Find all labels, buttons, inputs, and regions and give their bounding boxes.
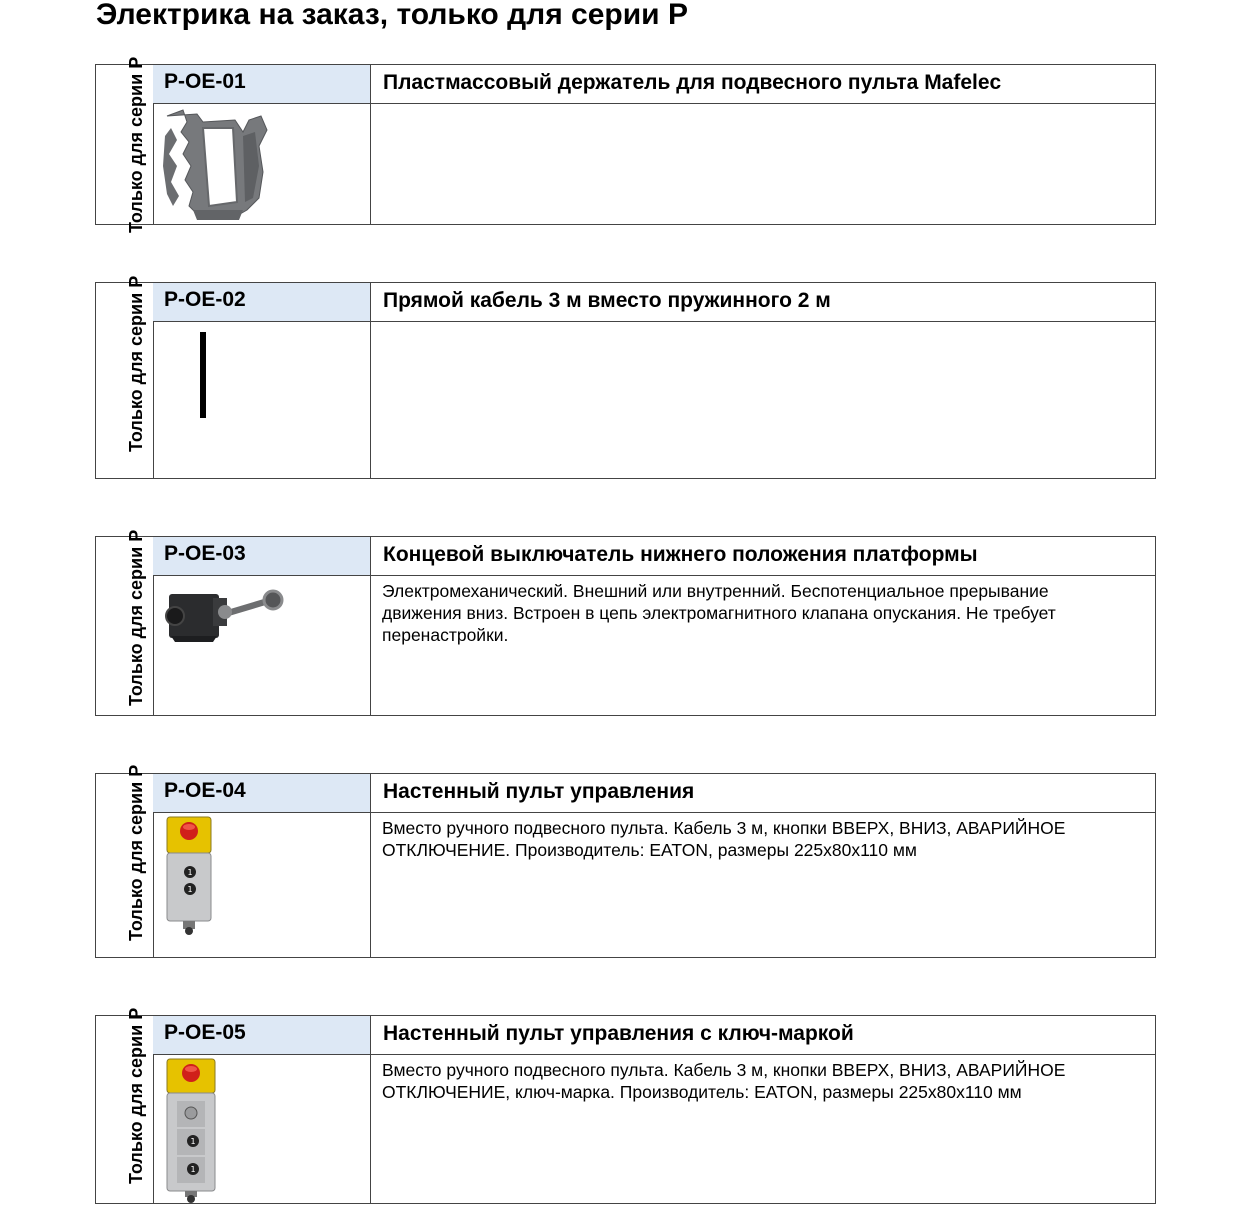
item-code: P-OE-03	[153, 537, 371, 576]
wall-control-panel-key-image	[165, 1057, 221, 1203]
item-image-cell	[153, 813, 371, 957]
side-label: Только для серии P	[126, 56, 146, 233]
limit-switch-image	[163, 580, 293, 650]
item-title: Настенный пульт управления с ключ-маркой	[371, 1016, 1155, 1055]
svg-text:1: 1	[187, 885, 193, 894]
side-label-cell	[96, 275, 154, 478]
item-description: Электромеханический. Внешний или внутренний. Беспотенциальное прерывание движения вниз. Встроен в цепь электромагнитного клапана опускания. Не требует перенастройки.	[382, 581, 1056, 645]
item-description: Вместо ручного подвесного пульта. Кабель 3 м, кнопки ВВЕРХ, ВНИЗ, АВАРИЙНОЕ ОТКЛЮЧЕНИЕ, ключ-марка. Производитель: EATON, размеры 225x80x110 мм	[382, 1060, 1066, 1102]
item-title: Пластмассовый держатель для подвесного пульта Mafelec	[371, 65, 1155, 104]
item-image-cell	[153, 576, 371, 715]
item-image-cell	[153, 104, 371, 224]
wall-control-panel-image	[165, 815, 215, 935]
side-label: Только для серии P	[126, 275, 146, 452]
plastic-holder-image	[163, 106, 273, 224]
option-table-p-oe-05	[95, 1007, 1156, 1204]
item-description	[371, 322, 1155, 478]
svg-text:1: 1	[187, 868, 193, 877]
item-image-cell	[153, 1055, 371, 1203]
side-label-cell	[96, 529, 154, 715]
svg-text:1: 1	[190, 1165, 196, 1174]
option-table-p-oe-04	[95, 764, 1156, 958]
page-title: Электрика на заказ, только для серии P	[96, 0, 688, 31]
item-image-cell	[153, 322, 371, 478]
side-label: Только для серии P	[126, 1007, 146, 1184]
item-code: P-OE-05	[153, 1016, 371, 1055]
option-table-p-oe-01	[95, 56, 1156, 233]
item-code: P-OE-02	[153, 283, 371, 322]
side-label: Только для серии P	[126, 529, 146, 706]
svg-text:1: 1	[190, 1137, 196, 1146]
item-title: Прямой кабель 3 м вместо пружинного 2 м	[371, 283, 1155, 322]
side-label-cell	[96, 56, 154, 233]
side-label: Только для серии P	[126, 764, 146, 941]
straight-cable-image	[198, 332, 208, 422]
item-description: Вместо ручного подвесного пульта. Кабель 3 м, кнопки ВВЕРХ, ВНИЗ, АВАРИЙНОЕ ОТКЛЮЧЕНИЕ. Производитель: EATON, размеры 225x80x110 мм	[382, 818, 1066, 860]
side-label-cell	[96, 764, 154, 957]
side-label-cell	[96, 1007, 154, 1203]
item-description	[371, 104, 1155, 224]
item-code: P-OE-01	[153, 65, 371, 104]
item-title: Концевой выключатель нижнего положения платформы	[371, 537, 1155, 576]
item-title: Настенный пульт управления	[371, 774, 1155, 813]
option-table-p-oe-02	[95, 275, 1156, 479]
item-code: P-OE-04	[153, 774, 371, 813]
option-table-p-oe-03	[95, 529, 1156, 716]
